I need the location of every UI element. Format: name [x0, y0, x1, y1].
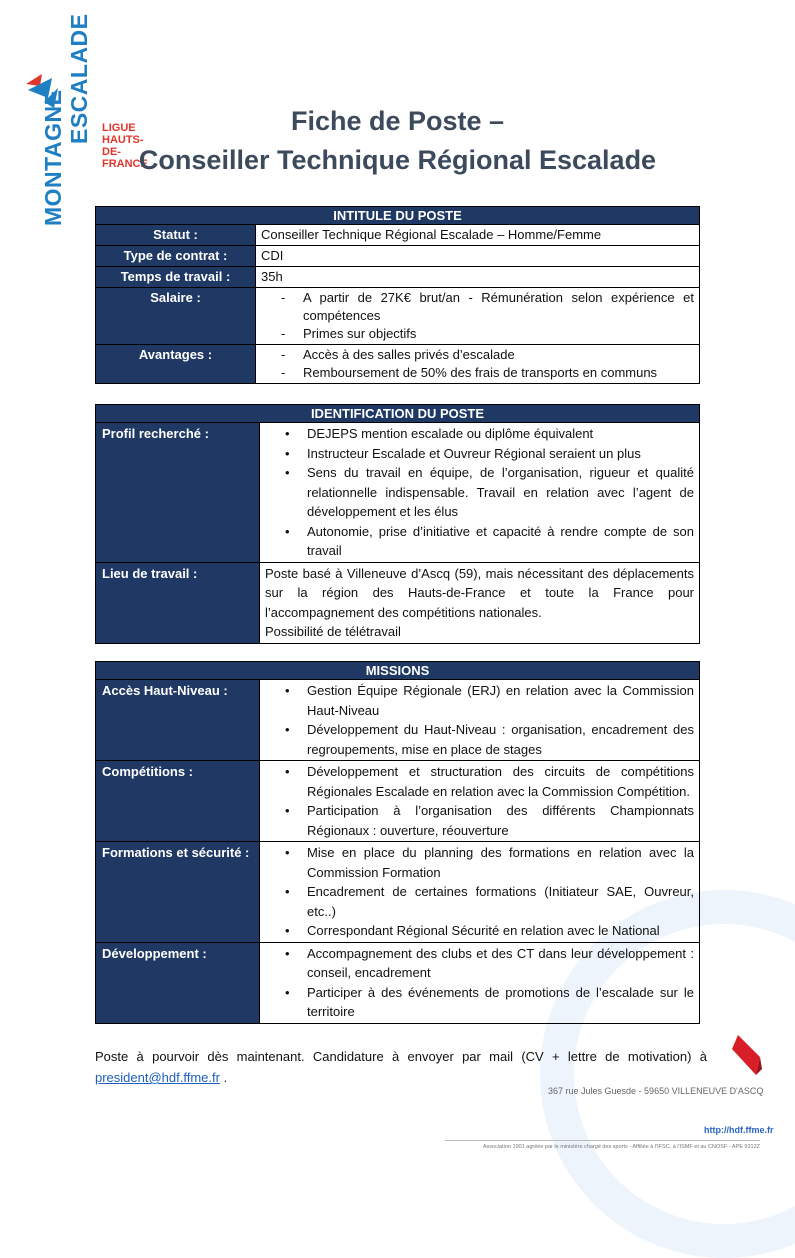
page-title-line2: Conseiller Technique Régional Escalade	[138, 145, 657, 175]
competitions-value	[260, 761, 700, 842]
lieu-value	[260, 562, 700, 643]
list-item: • Participation à l’organisation des différents Championnats Régionaux : ouverture, réouverture	[265, 801, 694, 840]
list-item: • Correspondant Régional Sécurité en relation avec le National	[265, 921, 694, 941]
list-item: • Gestion Équipe Régionale (ERJ) en relation avec la Commission Haut-Niveau	[265, 681, 694, 720]
missions-table	[95, 661, 700, 1024]
website-link[interactable]: http://hdf.ffme.fr	[704, 1125, 774, 1135]
section-header: IDENTIFICATION DU POSTE	[96, 405, 700, 423]
statut-label: Statut :	[96, 225, 256, 246]
avantages-label: Avantages :	[96, 345, 256, 384]
list-item: • Encadrement de certaines formations (Initiateur SAE, Ouvreur, etc..)	[265, 882, 694, 921]
identification-table	[95, 404, 700, 644]
email-link[interactable]: president@hdf.ffme.fr	[95, 1070, 220, 1085]
formations-value	[260, 842, 700, 943]
footer-divider	[445, 1140, 760, 1141]
list-item: • Développement et structuration des circuits de compétitions Régionales Escalade en relation avec la Commission Compétition.	[265, 762, 694, 801]
section-header: MISSIONS	[96, 662, 700, 680]
contrat-value: CDI	[256, 246, 700, 267]
lieu-label: Lieu de travail :	[96, 562, 260, 643]
footer-sentence: Poste à pourvoir dès maintenant. Candidature à envoyer par mail (CV + lettre de motivation) à	[95, 1049, 707, 1064]
list-item: • Développement du Haut-Niveau : organisation, encadrement des regroupements, mise en place de stages	[265, 720, 694, 759]
salaire-label: Salaire :	[96, 288, 256, 345]
list-item: - A partir de 27K€ brut/an - Rémunération selon expérience et compétences	[261, 289, 694, 325]
footer-application-text	[95, 1046, 707, 1088]
lieu-teletravail: Possibilité de télétravail	[265, 624, 401, 639]
list-item: • Mise en place du planning des formations en relation avec la Commission Formation	[265, 843, 694, 882]
list-item: - Accès à des salles privés d’escalade	[261, 346, 694, 364]
intitule-table	[95, 206, 700, 384]
profil-label: Profil recherché :	[96, 423, 260, 563]
logo-word-montagne: MONTAGNE	[40, 89, 66, 226]
footer-period: .	[219, 1070, 228, 1085]
list-item: - Primes sur objectifs	[261, 325, 694, 343]
lieu-text: Poste basé à Villeneuve d’Ascq (59), mais nécessitant des déplacements sur la région des Hauts-de-France et toute la France pour l’accompagnement des compétitions nationales.	[265, 565, 694, 620]
list-item: • Autonomie, prise d’initiative et capacité à rendre compte de son travail	[265, 522, 694, 561]
list-item: • Participer à des événements de promotions de l’escalade sur le territoire	[265, 983, 694, 1022]
formations-label: Formations et sécurité :	[96, 842, 260, 943]
developpement-value	[260, 942, 700, 1023]
profil-value	[260, 423, 700, 563]
avantages-value	[256, 345, 700, 384]
list-item: - Remboursement de 50% des frais de transports en communs	[261, 364, 694, 382]
red-logo-mark-icon	[732, 1035, 762, 1075]
competitions-label: Compétitions :	[96, 761, 260, 842]
acces-value	[260, 680, 700, 761]
address-text: 367 rue Jules Guesde - 59650 VILLENEUVE D'ASCQ	[548, 1086, 764, 1096]
logo-word-escalade: ESCALADE	[66, 13, 92, 144]
list-item: • Sens du travail en équipe, de l’organisation, rigueur et qualité relationnelle indispensable. Travail en relation avec l’agent de développement et les élus	[265, 463, 694, 522]
logo-ligue-line: FRANCE	[102, 158, 148, 170]
list-item: • Instructeur Escalade et Ouvreur Régional seraient un plus	[265, 444, 694, 464]
section-header: INTITULE DU POSTE	[96, 207, 700, 225]
temps-value: 35h	[256, 267, 700, 288]
logo-ligue-line: HAUTS-DE-	[102, 134, 144, 158]
page-title-line1: Fiche de Poste –	[290, 106, 505, 136]
contrat-label: Type de contrat :	[96, 246, 256, 267]
list-item: • DEJEPS mention escalade ou diplôme équivalent	[265, 424, 694, 444]
temps-label: Temps de travail :	[96, 267, 256, 288]
statut-value: Conseiller Technique Régional Escalade – Homme/Femme	[256, 225, 700, 246]
salaire-value	[256, 288, 700, 345]
developpement-label: Développement :	[96, 942, 260, 1023]
acces-label: Accès Haut-Niveau :	[96, 680, 260, 761]
association-text: Association 1901 agréée par le ministère chargé des sports - Affiliée à l'IFSC, à l'ISMF et au CNOSF - APE 9312Z	[482, 1144, 760, 1150]
logo-ligue-line: LIGUE	[102, 122, 136, 134]
list-item: • Accompagnement des clubs et des CT dans leur développement : conseil, encadrement	[265, 944, 694, 983]
